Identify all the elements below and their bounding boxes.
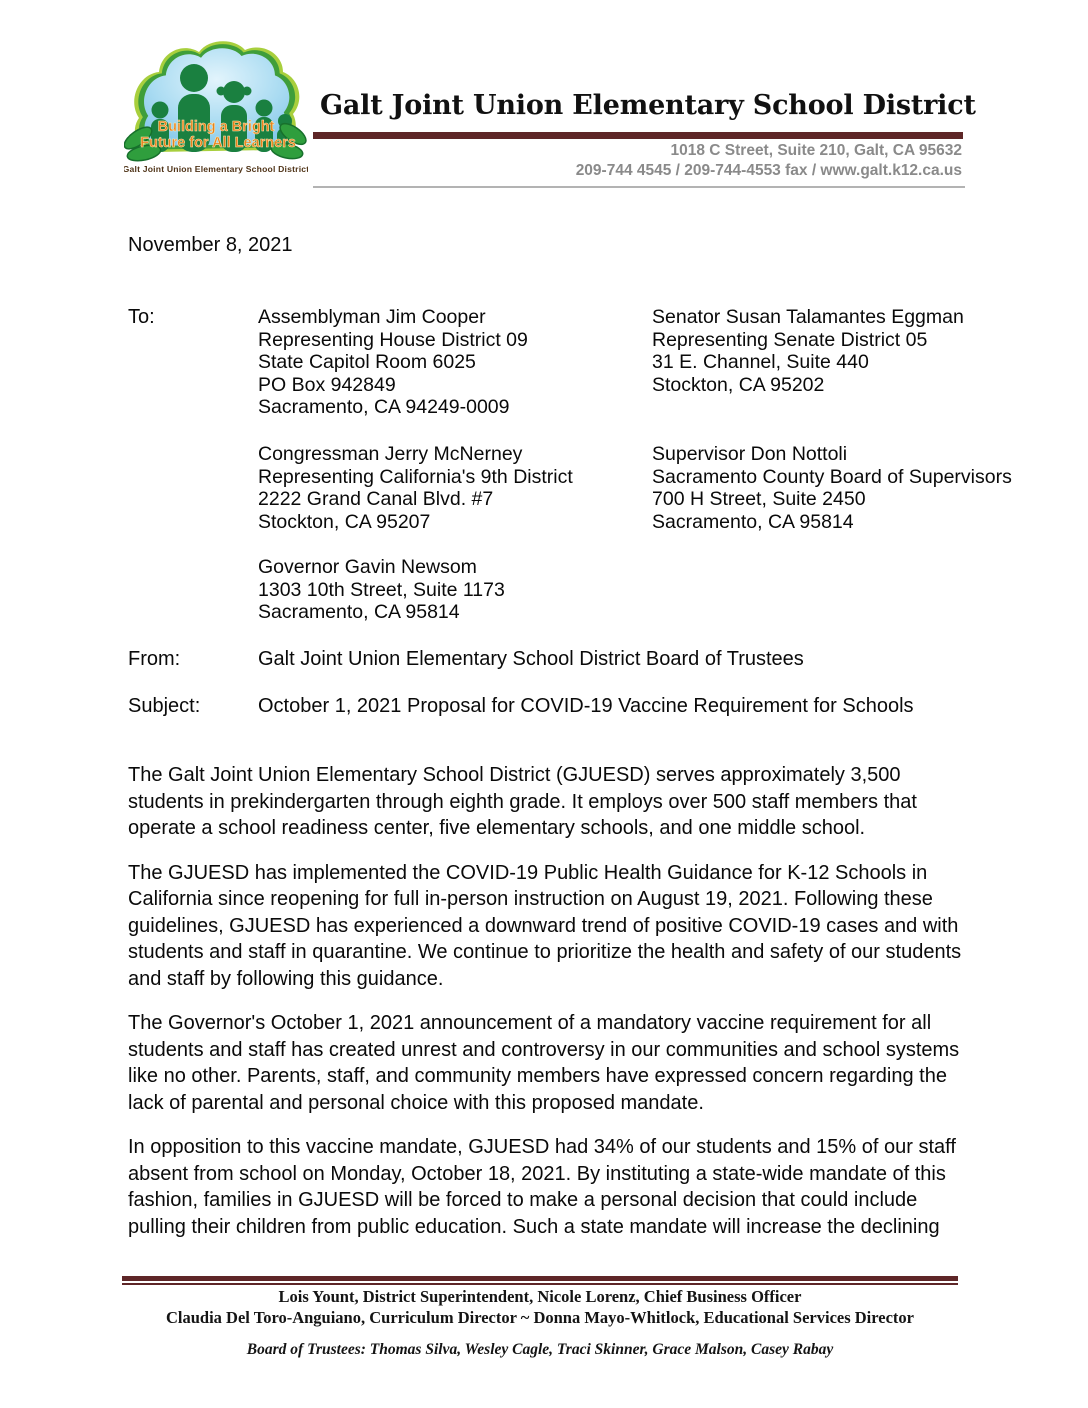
subject-value: October 1, 2021 Proposal for COVID-19 Vaccine Requirement for Schools xyxy=(258,695,914,717)
district-logo xyxy=(124,34,308,186)
address-line: Stockton, CA 95202 xyxy=(652,373,825,396)
footer-admin-line2: Claudia Del Toro-Anguiano, Curriculum Director ~ Donna Mayo-Whitlock, Educational Services Director xyxy=(165,1307,915,1327)
to-label: To: xyxy=(128,306,155,328)
subject-label: Subject: xyxy=(128,695,201,717)
address-line: State Capitol Room 6025 xyxy=(258,351,476,373)
address-line: Sacramento County Board of Supervisors xyxy=(652,465,1012,488)
address-line: 700 H Street, Suite 2450 xyxy=(652,488,866,510)
footer-divider xyxy=(122,1276,958,1285)
address-line: Assemblyman Jim Cooper xyxy=(258,306,486,328)
address-line: 2222 Grand Canal Blvd. #7 xyxy=(258,488,494,510)
recipient-senator-eggman xyxy=(652,306,1072,396)
address-line: Stockton, CA 95207 xyxy=(258,510,431,533)
footer-divider-thick-line xyxy=(122,1276,958,1281)
recipient-governor-newsom xyxy=(258,556,648,624)
body-paragraph-4: In opposition to this vaccine mandate, GJUESD had 34% of our students and 15% of our staff absent from school on Monday, October 18, 2021. By instituting a state-wide mandate of this fashion, families in GJUESD will be forced to make a personal decision that could include pulling their children from public education. Such a state mandate will increase the declining xyxy=(128,1136,956,1238)
address-line: Sacramento, CA 95814 xyxy=(258,601,460,623)
body-paragraph-1: The Galt Joint Union Elementary School District (GJUESD) serves approximately 3,500 students in prekindergarten through eighth grade. It employs over 500 staff members that operate a school readiness center, five elementary schools, and one middle school. xyxy=(128,764,917,839)
letterhead-divider xyxy=(313,186,965,188)
logo-caption: Galt Joint Union Elementary School District xyxy=(124,164,308,174)
address-line: Supervisor Don Nottoli xyxy=(652,443,848,465)
recipient-congressman-mcnerney xyxy=(258,443,648,533)
address-line: Sacramento, CA 95814 xyxy=(652,510,854,533)
letterhead-address-line2: 209-744 4545 / 209-744-4553 fax / www.galt.k12.ca.us xyxy=(575,161,962,179)
address-line: Senator Susan Talamantes Eggman xyxy=(652,306,964,328)
address-line: Representing House District 09 xyxy=(258,328,528,351)
letterhead-address xyxy=(320,141,962,180)
address-line: Sacramento, CA 94249-0009 xyxy=(258,396,510,418)
address-line: 31 E. Channel, Suite 440 xyxy=(652,351,869,373)
letterhead-accent-bar xyxy=(313,132,963,139)
district-logo-graphic xyxy=(124,34,308,186)
letter-date: November 8, 2021 xyxy=(128,234,293,256)
recipient-assemblyman-cooper xyxy=(258,306,648,419)
footer-administrators xyxy=(122,1287,958,1328)
address-line: 1303 10th Street, Suite 1173 xyxy=(258,578,505,601)
logo-tagline-line1: Building a Bright xyxy=(157,119,275,135)
body-paragraph-3: The Governor's October 1, 2021 announcement of a mandatory vaccine requirement for all students and staff has created unrest and controversy in our communities and school systems like no other. Parents, staff, and community members have expressed concern regarding the lack of parental and personal choice with this proposed mandate. xyxy=(128,1012,960,1114)
address-line: Governor Gavin Newsom xyxy=(258,556,477,578)
footer-divider-thin-line xyxy=(122,1283,958,1285)
district-title: Galt Joint Union Elementary School District xyxy=(320,90,976,121)
address-line: Representing California's 9th District xyxy=(258,465,573,488)
from-label: From: xyxy=(128,648,181,670)
address-line: Congressman Jerry McNerney xyxy=(258,443,523,465)
letterhead-address-line1: 1018 C Street, Suite 210, Galt, CA 95632 xyxy=(670,142,962,159)
letter-body xyxy=(128,762,962,1258)
recipient-supervisor-nottoli xyxy=(652,443,1072,533)
body-paragraph-2: The GJUESD has implemented the COVID-19 Public Health Guidance for K-12 Schools in California since reopening for full in-person instruction on August 19, 2021. Following these guidelines, GJUESD has experienced a downward trend of positive COVID-19 cases and with students and staff in quarantine. We continue to prioritize the health and safety of our students and staff by following this guidance. xyxy=(128,861,962,990)
logo-tagline-line2: Future for All Learners xyxy=(140,135,296,151)
address-line: Representing Senate District 05 xyxy=(652,328,928,351)
address-line: PO Box 942849 xyxy=(258,373,396,396)
from-value: Galt Joint Union Elementary School District Board of Trustees xyxy=(258,648,804,670)
footer-admin-line1: Lois Yount, District Superintendent, Nicole Lorenz, Chief Business Officer xyxy=(278,1287,802,1306)
footer-trustees: Board of Trustees: Thomas Silva, Wesley Cagle, Traci Skinner, Grace Malson, Casey Rabay xyxy=(246,1341,834,1358)
